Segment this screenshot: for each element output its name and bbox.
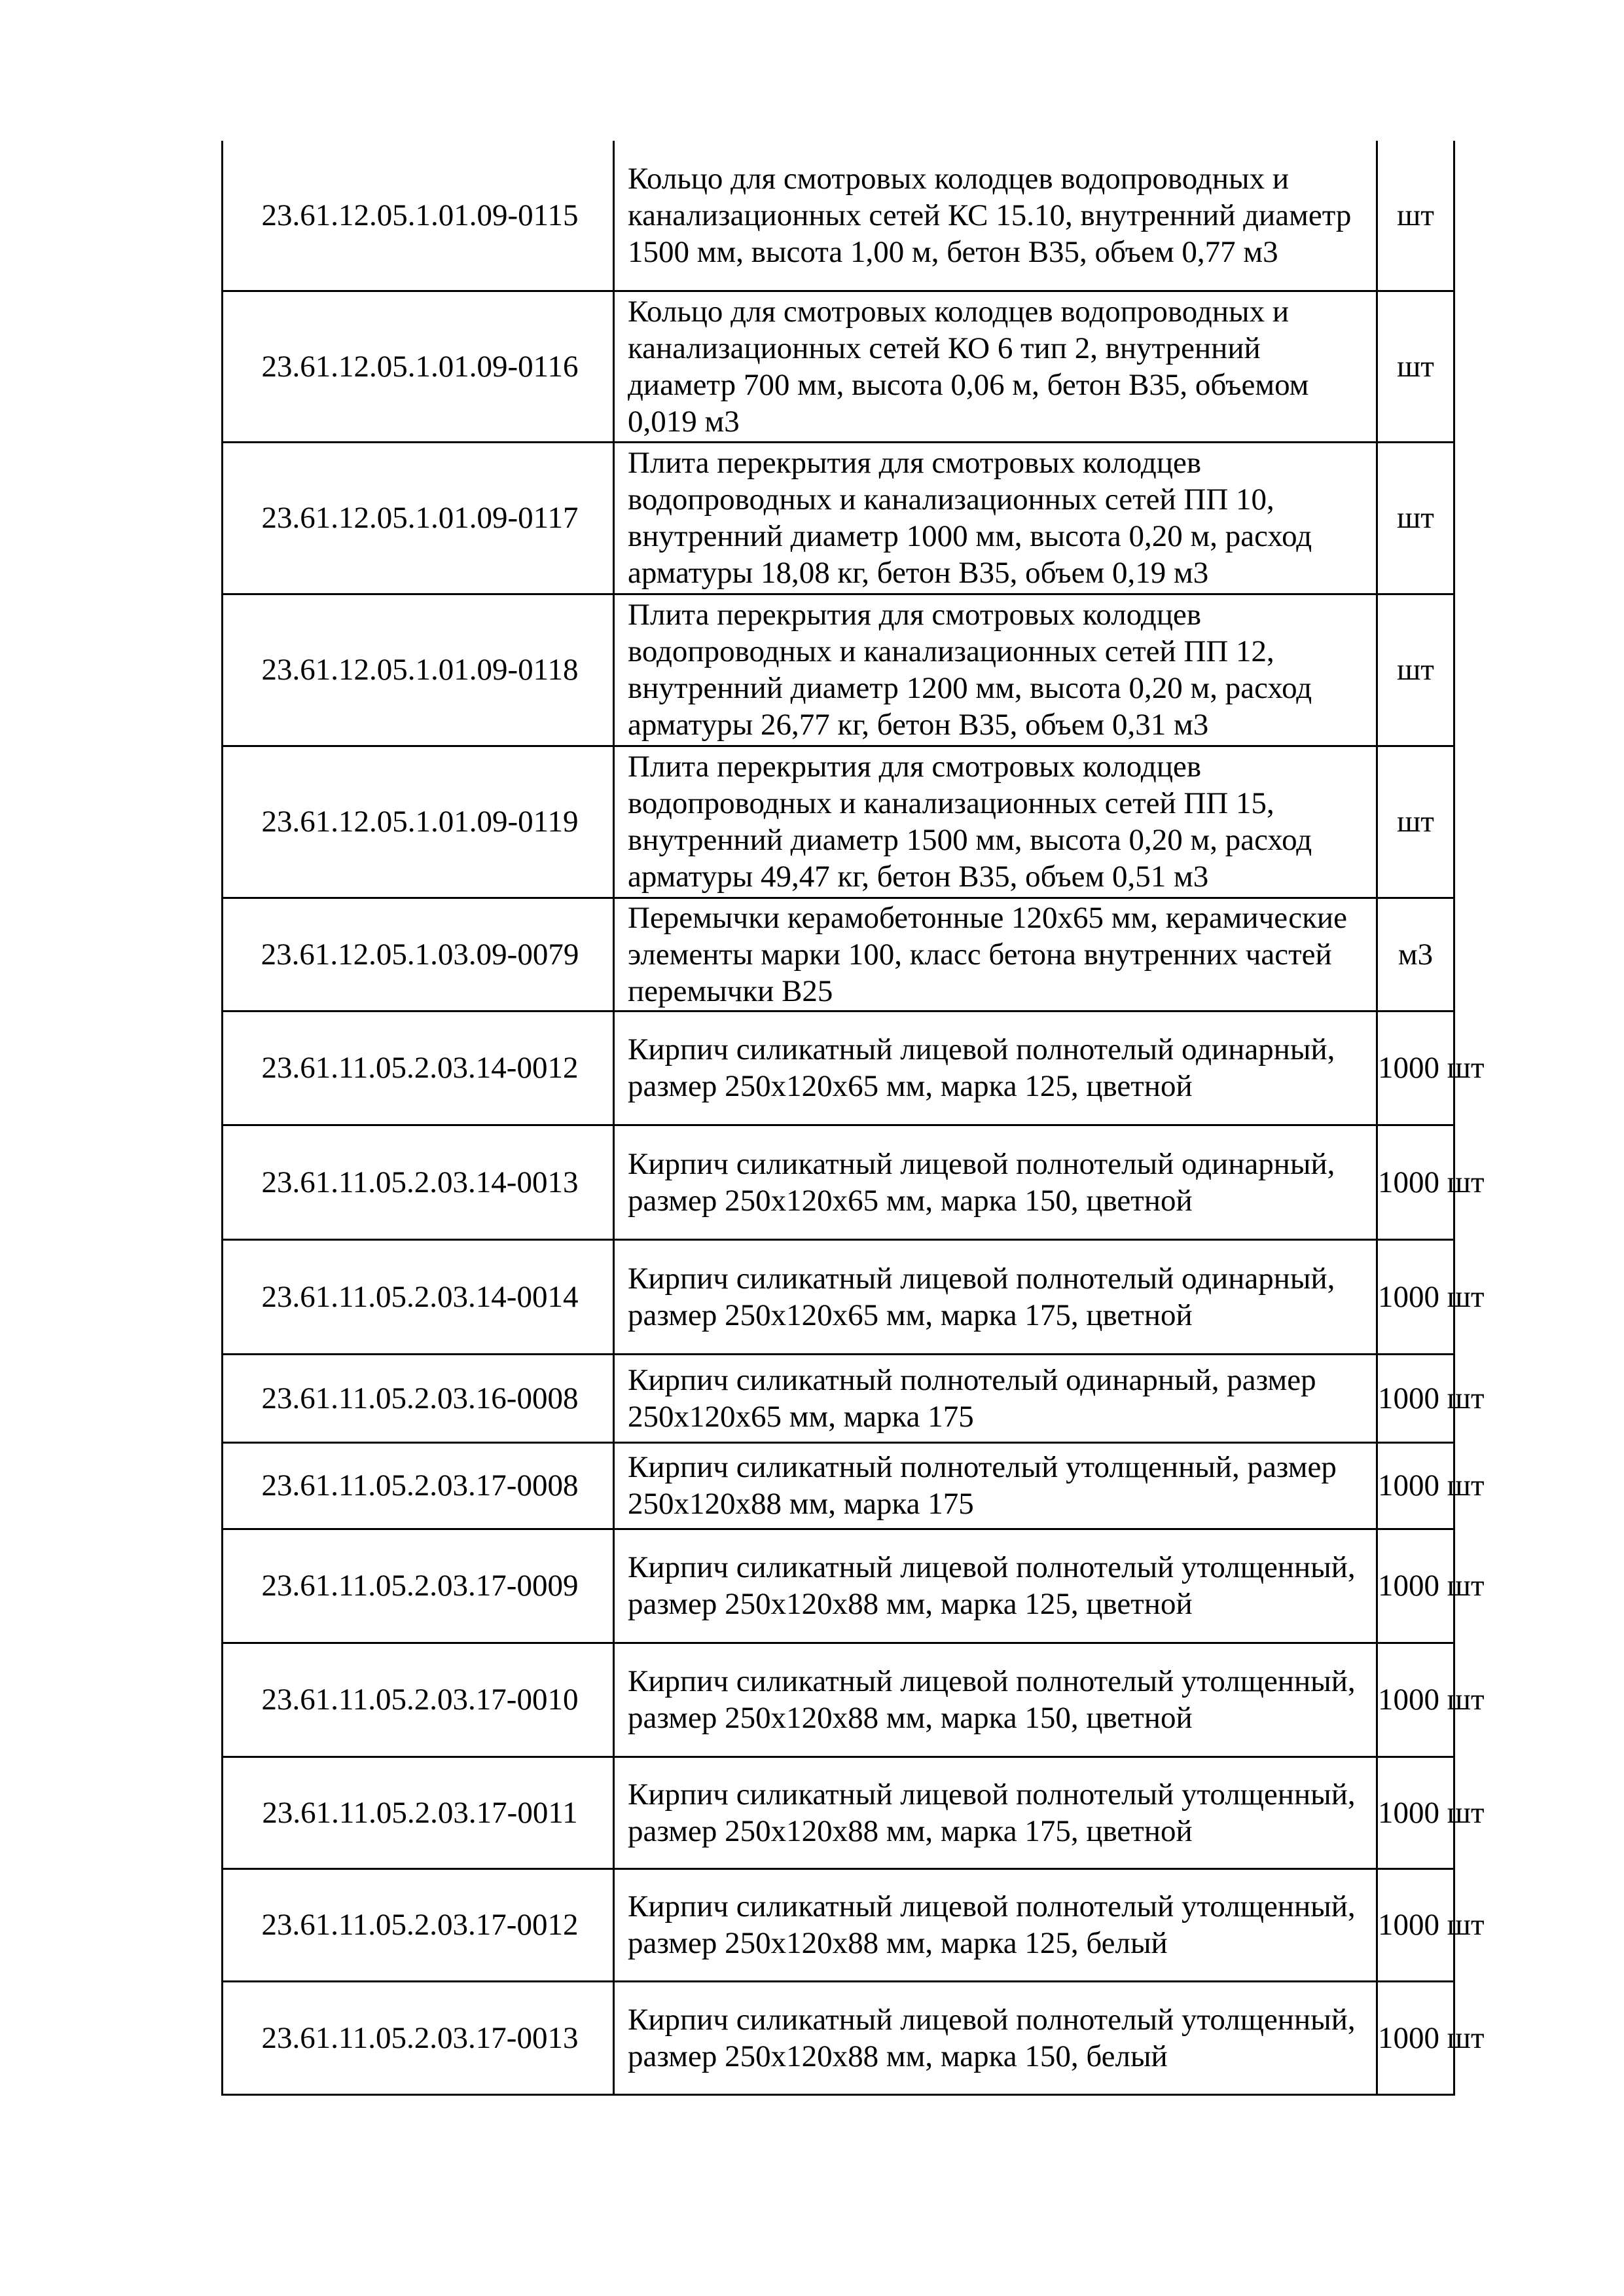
resource-code: 23.61.11.05.2.03.14-0012 xyxy=(223,1011,614,1125)
resource-code: 23.61.11.05.2.03.17-0009 xyxy=(223,1529,614,1643)
resource-unit: шт xyxy=(1377,746,1454,898)
resource-name: Кирпич силикатный лицевой полнотелый одинарный, размер 250х120х65 мм, марка 150, цветной xyxy=(614,1125,1377,1239)
table-row xyxy=(223,1125,1454,1239)
table-row xyxy=(223,1529,1454,1643)
resource-unit: 1000 шт xyxy=(1377,1643,1454,1757)
resource-unit: 1000 шт xyxy=(1377,1981,1454,2094)
resource-code: 23.61.12.05.1.03.09-0079 xyxy=(223,898,614,1011)
resource-code: 23.61.11.05.2.03.17-0008 xyxy=(223,1442,614,1529)
resource-name: Кирпич силикатный лицевой полнотелый утолщенный, размер 250х120х88 мм, марка 125, цветной xyxy=(614,1529,1377,1643)
resource-unit: шт xyxy=(1377,442,1454,594)
resource-unit: 1000 шт xyxy=(1377,1011,1454,1125)
resource-unit: 1000 шт xyxy=(1377,1442,1454,1529)
table-row xyxy=(223,1011,1454,1125)
table-row xyxy=(223,1442,1454,1529)
table-row xyxy=(223,594,1454,746)
table-row xyxy=(223,1354,1454,1442)
resource-unit: 1000 шт xyxy=(1377,1239,1454,1354)
resource-code: 23.61.11.05.2.03.14-0013 xyxy=(223,1125,614,1239)
resource-name: Перемычки керамобетонные 120х65 мм, керамические элементы марки 100, класс бетона внутренних частей перемычки В25 xyxy=(614,898,1377,1011)
table-row xyxy=(223,1981,1454,2094)
resource-name: Кирпич силикатный полнотелый утолщенный, размер 250х120х88 мм, марка 175 xyxy=(614,1442,1377,1529)
table-row xyxy=(223,898,1454,1011)
resource-name: Плита перекрытия для смотровых колодцев водопроводных и канализационных сетей ПП 15, внутренний диаметр 1500 мм, высота 0,20 м, расход арматуры 49,47 кг, бетон В35, объем 0,51 м3 xyxy=(614,746,1377,898)
resource-unit: 1000 шт xyxy=(1377,1529,1454,1643)
resource-name: Кирпич силикатный лицевой полнотелый утолщенный, размер 250х120х88 мм, марка 150, белый xyxy=(614,1981,1377,2094)
table-row xyxy=(223,1868,1454,1981)
resource-name: Кольцо для смотровых колодцев водопроводных и канализационных сетей КС 15.10, внутренний диаметр 1500 мм, высота 1,00 м, бетон В35, объем 0,77 м3 xyxy=(614,141,1377,291)
resource-name: Кирпич силикатный лицевой полнотелый утолщенный, размер 250х120х88 мм, марка 125, белый xyxy=(614,1868,1377,1981)
resource-unit: м3 xyxy=(1377,898,1454,1011)
table-row xyxy=(223,1239,1454,1354)
resource-name: Плита перекрытия для смотровых колодцев водопроводных и канализационных сетей ПП 10, внутренний диаметр 1000 мм, высота 0,20 м, расход арматуры 18,08 кг, бетон В35, объем 0,19 м3 xyxy=(614,442,1377,594)
table-row xyxy=(223,1757,1454,1868)
resource-unit: шт xyxy=(1377,291,1454,442)
resource-code: 23.61.12.05.1.01.09-0115 xyxy=(223,141,614,291)
resource-name: Кирпич силикатный лицевой полнотелый одинарный, размер 250х120х65 мм, марка 175, цветной xyxy=(614,1239,1377,1354)
resource-code: 23.61.11.05.2.03.16-0008 xyxy=(223,1354,614,1442)
resource-unit: 1000 шт xyxy=(1377,1354,1454,1442)
resource-name: Кирпич силикатный полнотелый одинарный, размер 250х120х65 мм, марка 175 xyxy=(614,1354,1377,1442)
resource-code: 23.61.12.05.1.01.09-0118 xyxy=(223,594,614,746)
resource-unit: шт xyxy=(1377,141,1454,291)
resource-code: 23.61.12.05.1.01.09-0116 xyxy=(223,291,614,442)
table-row xyxy=(223,442,1454,594)
resource-unit: 1000 шт xyxy=(1377,1868,1454,1981)
resource-unit: 1000 шт xyxy=(1377,1757,1454,1868)
resource-code: 23.61.12.05.1.01.09-0117 xyxy=(223,442,614,594)
resource-name: Плита перекрытия для смотровых колодцев водопроводных и канализационных сетей ПП 12, внутренний диаметр 1200 мм, высота 0,20 м, расход арматуры 26,77 кг, бетон В35, объем 0,31 м3 xyxy=(614,594,1377,746)
resource-table xyxy=(221,141,1485,2096)
resource-name: Кольцо для смотровых колодцев водопроводных и канализационных сетей КО 6 тип 2, внутренний диаметр 700 мм, высота 0,06 м, бетон В35, объемом 0,019 м3 xyxy=(614,291,1377,442)
resource-code: 23.61.11.05.2.03.14-0014 xyxy=(223,1239,614,1354)
resource-code: 23.61.11.05.2.03.17-0010 xyxy=(223,1643,614,1757)
resource-unit: 1000 шт xyxy=(1377,1125,1454,1239)
resource-unit: шт xyxy=(1377,594,1454,746)
resource-name: Кирпич силикатный лицевой полнотелый одинарный, размер 250х120х65 мм, марка 125, цветной xyxy=(614,1011,1377,1125)
resource-code: 23.61.11.05.2.03.17-0013 xyxy=(223,1981,614,2094)
table-row xyxy=(223,746,1454,898)
table-row xyxy=(223,291,1454,442)
resource-code: 23.61.12.05.1.01.09-0119 xyxy=(223,746,614,898)
resource-code: 23.61.11.05.2.03.17-0012 xyxy=(223,1868,614,1981)
resource-name: Кирпич силикатный лицевой полнотелый утолщенный, размер 250х120х88 мм, марка 150, цветной xyxy=(614,1643,1377,1757)
table-row xyxy=(223,141,1454,291)
resource-name: Кирпич силикатный лицевой полнотелый утолщенный, размер 250х120х88 мм, марка 175, цветной xyxy=(614,1757,1377,1868)
resource-code: 23.61.11.05.2.03.17-0011 xyxy=(223,1757,614,1868)
table-row xyxy=(223,1643,1454,1757)
